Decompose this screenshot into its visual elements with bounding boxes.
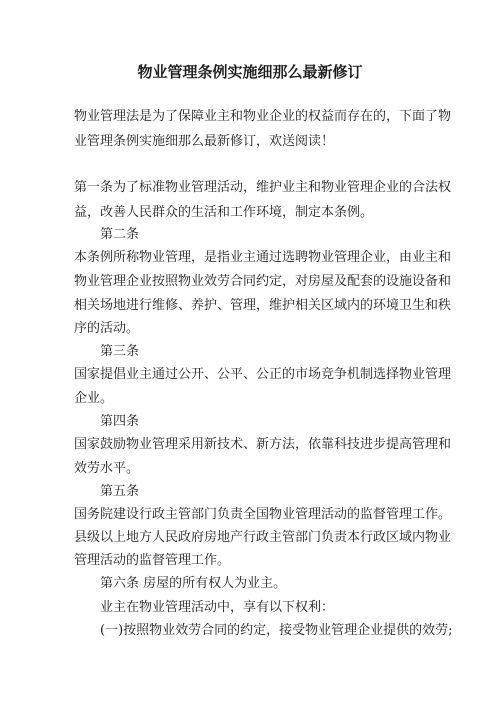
article2-heading: 第二条 [100, 227, 140, 242]
article2-line-3: 相关场地进行维修、养护、管理，维护相关区域内的环境卫生和秩 [74, 298, 452, 313]
article5-heading: 第五条 [100, 484, 140, 499]
article3-line-2: 企业。 [74, 391, 114, 406]
article5-line-3: 管理活动的监督管理工作。 [74, 553, 231, 568]
article4-line-2: 效劳水平。 [74, 461, 140, 476]
article2-line-4: 序的活动。 [74, 321, 140, 336]
article6-heading: 第六条 房屋的所有权人为业主。 [100, 576, 287, 591]
article1-line-1: 第一条为了标准物业管理活动，维护业主和物业管理企业的合法权 [74, 180, 452, 195]
article3-heading: 第三条 [100, 344, 140, 359]
article3-line-1: 国家提倡业主通过公开、公平、公正的市场竞争机制选择物业管理 [74, 367, 452, 382]
article1-line-2: 益，改善人民群众的生活和工作环境，制定本条例。 [74, 205, 374, 220]
article5-line-2: 县级以上地方人民政府房地产行政主管部门负责本行政区域内物业 [74, 530, 452, 545]
document-title: 物业管理条例实施细那么最新修订 [137, 63, 363, 81]
intro-line-1: 物业管理法是为了保障业主和物业企业的权益而存在的，下面了物 [74, 109, 452, 124]
article4-line-1: 国家鼓励物业管理采用新技术、新方法，依靠科技进步提高管理和 [74, 437, 452, 452]
intro-line-2: 业管理条例实施细那么最新修订，欢送阅读！ [74, 134, 335, 149]
article4-heading: 第四条 [100, 414, 140, 429]
article6-item-1: (一)按照物业效劳合同的约定，接受物业管理企业提供的效劳; [100, 623, 453, 638]
article5-line-1: 国务院建设行政主管部门负责全国物业管理活动的监督管理工作。 [74, 507, 452, 522]
article2-line-1: 本条例所称物业管理，是指业主通过选聘物业管理企业，由业主和 [74, 250, 452, 265]
article2-line-2: 物业管理企业按照物业效劳合同约定，对房屋及配套的设施设备和 [74, 274, 452, 289]
article6-rights-intro: 业主在物业管理活动中，享有以下权利： [100, 600, 335, 615]
